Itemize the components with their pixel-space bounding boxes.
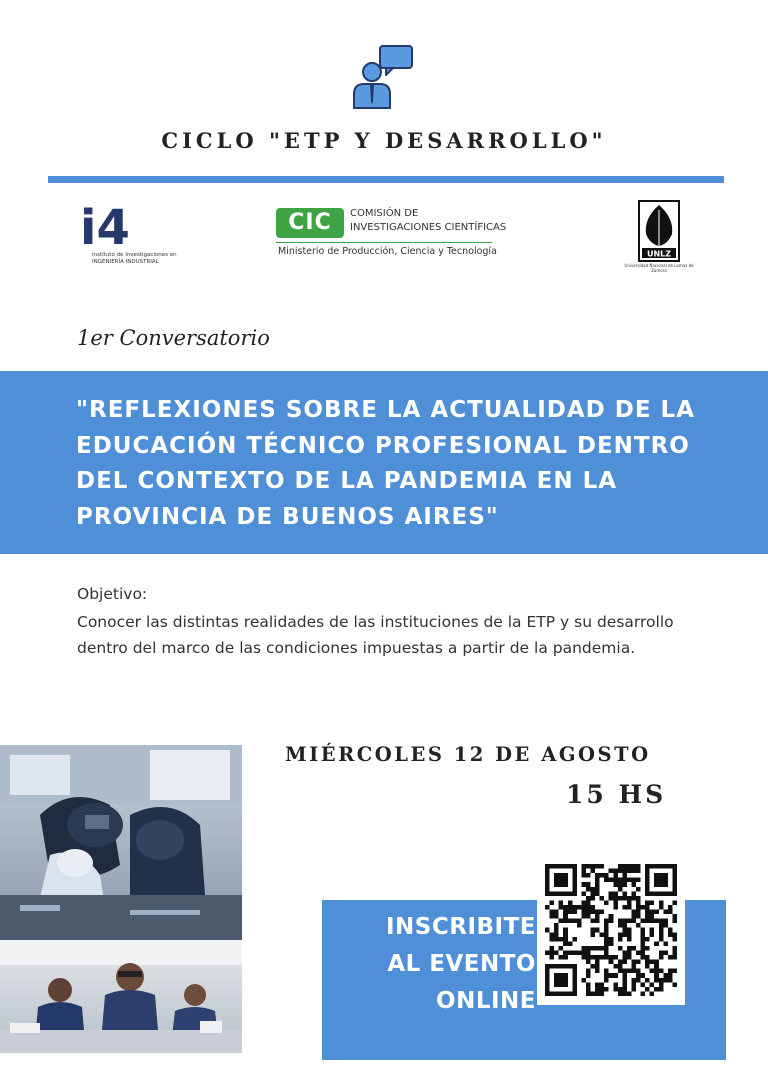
unlz-logo-mark: UNLZ <box>646 249 672 259</box>
cic-logo-mark: CIC <box>276 208 344 238</box>
cic-logo-rule <box>276 242 492 243</box>
objective-label: Objetivo: <box>77 585 148 603</box>
i4-logo-line1: Instituto de Investigaciones en <box>92 252 177 258</box>
cic-logo <box>276 206 507 262</box>
students-workshop-photo <box>0 745 242 1053</box>
i4-logo-mark: i4 <box>80 200 130 256</box>
registration-line3: ONLINE <box>436 988 536 1014</box>
qr-code-icon <box>545 863 677 997</box>
cic-logo-line3: Ministerio de Producción, Ciencia y Tecnología <box>278 246 497 257</box>
i4-logo <box>80 200 177 270</box>
registration-line2: AL EVENTO <box>387 951 536 977</box>
unlz-caption: Universidad Nacional de Lomas de Zamora <box>624 263 694 273</box>
unlz-logo <box>624 200 694 272</box>
i4-logo-caption <box>92 252 177 266</box>
event-subtitle: 1er Conversatorio <box>77 326 270 350</box>
unlz-leaf-icon <box>638 200 680 262</box>
event-time: 15 HS <box>566 780 667 809</box>
registration-qr-code[interactable] <box>537 855 685 1005</box>
event-headline: "REFLEXIONES SOBRE LA ACTUALIDAD DE LA EDUCACIÓN TÉCNICO PROFESIONAL DENTRO DEL CONTEXTO DE LA PANDEMIA EN LA PROVINCIA DE BUENOS AIRES" <box>76 397 696 530</box>
registration-line1: INSCRIBITE <box>385 914 536 940</box>
cycle-title: CICLO "ETP Y DESARROLLO" <box>161 128 607 153</box>
cic-logo-line2: INVESTIGACIONES CIENTÍFICAS <box>350 222 507 233</box>
i4-logo-line2: INGENIERÍA INDUSTRIAL <box>92 259 159 265</box>
objective-text: Conocer las distintas realidades de las instituciones de la ETP y su desarrollo dentro del marco de las condiciones impuestas a partir de la pandemia. <box>77 613 674 657</box>
registration-cta[interactable] <box>356 909 536 1020</box>
person-speech-bubble-icon <box>350 44 416 110</box>
divider <box>48 176 724 183</box>
cic-logo-line1: COMISIÓN DE <box>350 208 419 219</box>
event-date: MIÉRCOLES 12 DE AGOSTO <box>285 743 651 766</box>
